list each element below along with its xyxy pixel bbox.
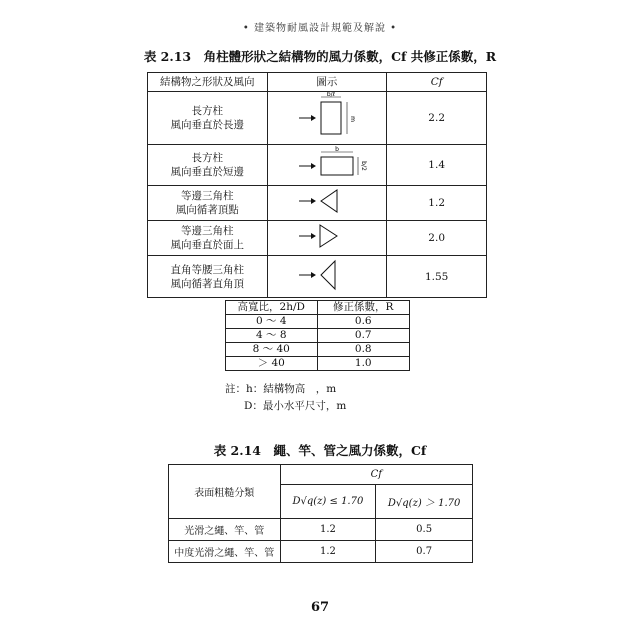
col-header-figure: 圖示 — [267, 73, 387, 92]
rope-pole-pipe-coefficient-table — [168, 464, 473, 563]
wind-direction: 風向垂直於面上 — [170, 239, 244, 251]
surface-type: 光滑之繩、竿、管 — [169, 519, 281, 541]
cf-value: 1.2 — [387, 186, 487, 221]
table-row — [226, 343, 410, 357]
right-isosceles-triangle-diagram — [287, 257, 367, 293]
ratio-range: 0 ～ 4 — [226, 315, 318, 329]
cf-value: 1.4 — [387, 145, 487, 186]
sub-header-gt: D√q(z) ＞ 1.70 — [376, 485, 473, 519]
wind-force-coefficient-table — [147, 72, 487, 298]
table-2-13-caption: 表 2.13 角柱體形狀之結構物的風力係數，Cf 共修正係數，R — [143, 49, 497, 64]
table-row — [226, 315, 410, 329]
triangle-face-facing-diagram — [287, 221, 367, 251]
correction-factor-table — [225, 300, 410, 371]
col-header-surface: 表面粗糙分類 — [169, 465, 281, 519]
surface-type: 中度光滑之繩、竿、管 — [169, 541, 281, 563]
triangle-vertex-facing-diagram — [287, 186, 367, 216]
sub-header-le: D√q(z) ≤ 1.70 — [280, 485, 376, 519]
ratio-range: 4 ～ 8 — [226, 329, 318, 343]
dimension-label: b — [335, 146, 339, 153]
table-row — [148, 92, 487, 145]
cf-gt-value: 0.7 — [376, 541, 473, 563]
shape-name: 等邊三角柱 — [181, 225, 234, 237]
shape-name: 長方柱 — [191, 105, 223, 117]
shape-name: 等邊三角柱 — [181, 190, 234, 202]
table-row — [148, 221, 487, 256]
table-row — [148, 145, 487, 186]
wind-direction: 風向循著頂點 — [175, 204, 239, 216]
factor-value: 0.6 — [317, 315, 409, 329]
ratio-range: ＞ 40 — [226, 357, 318, 371]
cf-le-value: 1.2 — [280, 519, 376, 541]
col-header-cf: Cf — [280, 465, 472, 485]
ratio-range: 8 ～ 40 — [226, 343, 318, 357]
table-row — [226, 357, 410, 371]
note-height: 註：h：結構物高 ，m — [225, 383, 337, 395]
table-row — [148, 186, 487, 221]
table-row — [148, 256, 487, 298]
table-2-14-caption: 表 2.14 繩、竿、管之風力係數，Cf — [213, 443, 427, 458]
cf-value: 1.55 — [387, 256, 487, 298]
wind-direction: 風向垂直於長邊 — [170, 119, 244, 131]
dimension-label: m — [348, 116, 356, 122]
dimension-label: b/ℓ — [326, 92, 336, 98]
note-dimension: D：最小水平尺寸，m — [244, 400, 347, 412]
wind-direction: 風向循著直角頂 — [170, 277, 244, 290]
factor-value: 0.7 — [317, 329, 409, 343]
cf-le-value: 1.2 — [280, 541, 376, 563]
col-header-shape: 結構物之形狀及風向 — [148, 73, 268, 92]
factor-value: 0.8 — [317, 343, 409, 357]
running-header: • 建築物耐風設計規範及解說 • — [242, 23, 398, 34]
page-number: 67 — [310, 600, 330, 615]
cf-value: 2.0 — [387, 221, 487, 256]
col-header-cf: Cf — [387, 73, 487, 92]
shape-name: 直角等腰三角柱 — [170, 263, 244, 276]
col-header-factor: 修正係數，R — [317, 301, 409, 315]
table-row — [169, 519, 473, 541]
table-row — [226, 329, 410, 343]
factor-value: 1.0 — [317, 357, 409, 371]
rectangle-long-side-diagram — [287, 92, 367, 140]
rectangle-short-side-diagram — [287, 145, 367, 181]
dimension-label: b/2 — [359, 161, 367, 171]
cf-gt-value: 0.5 — [376, 519, 473, 541]
shape-name: 長方柱 — [191, 152, 223, 164]
col-header-ratio: 高寬比，2h/D — [226, 301, 318, 315]
table-row — [169, 541, 473, 563]
cf-value: 2.2 — [387, 92, 487, 145]
wind-direction: 風向垂直於短邊 — [170, 166, 244, 178]
